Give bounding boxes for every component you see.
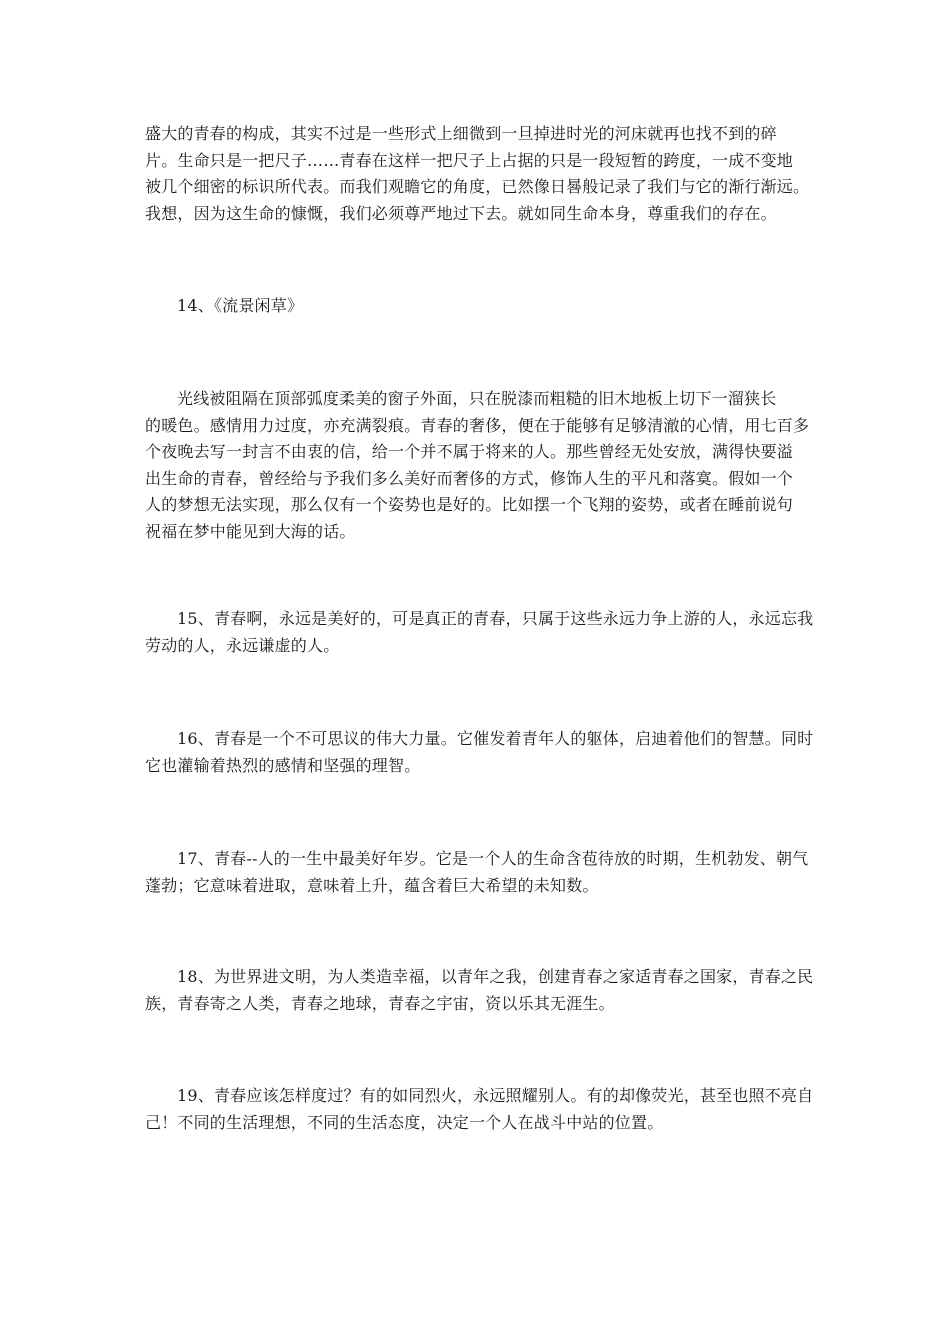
text-line: 它也灌输着热烈的感情和坚强的理智。 <box>145 755 421 775</box>
paragraph-17 <box>145 846 813 899</box>
paragraph-19 <box>145 1083 813 1136</box>
paragraph-15 <box>145 606 813 659</box>
text-line: 己！不同的生活理想，不同的生活态度，决定一个人在战斗中站的位置。 <box>145 1112 664 1132</box>
text-line: 的暖色。感情用力过度，亦充满裂痕。青春的奢侈，便在于能够有足够清澈的心情，用七百多 <box>145 415 810 435</box>
section-14-title <box>145 293 813 320</box>
paragraph-18 <box>145 964 813 1017</box>
text-line: 15、青春啊，永远是美好的，可是真正的青春，只属于这些永远力争上游的人，永远忘我 <box>177 609 814 628</box>
text-line: 14、《流景闲草》 <box>177 296 304 315</box>
text-line: 18、为世界进文明，为人类造幸福，以青年之我，创建青春之家适青春之国家，青春之民 <box>177 967 814 986</box>
text-line: 我想，因为这生命的慷慨，我们必须尊严地过下去。就如同生命本身，尊重我们的存在。 <box>145 203 777 223</box>
text-line: 族，青春寄之人类，青春之地球，青春之宇宙，资以乐其无涯生。 <box>145 993 615 1013</box>
text-line: 片。生命只是一把尺子……青春在这样一把尺子上占据的只是一段短暂的跨度，一成不变地 <box>145 150 794 170</box>
paragraph-intro-continued <box>145 121 813 227</box>
text-line: 16、青春是一个不可思议的伟大力量。它催发着青年人的躯体，启迪着他们的智慧。同时 <box>177 729 814 748</box>
paragraph-16 <box>145 726 813 779</box>
text-line: 被几个细密的标识所代表。而我们观瞻它的角度，已然像日晷般记录了我们与它的渐行渐远。 <box>145 177 810 196</box>
paragraph-14-body <box>145 386 813 545</box>
text-line: 17、青春--人的一生中最美好年岁。它是一个人的生命含苞待放的时期，生机勃发、朝气 <box>177 849 809 868</box>
text-line: 盛大的青春的构成，其实不过是一些形式上细微到一旦掉进时光的河床就再也找不到的碎 <box>145 124 777 143</box>
text-line: 光线被阻隔在顶部弧度柔美的窗子外面，只在脱漆而粗糙的旧木地板上切下一溜狭长 <box>177 389 777 408</box>
text-line: 蓬勃；它意味着进取，意味着上升，蕴含着巨大希望的未知数。 <box>145 875 599 895</box>
text-line: 出生命的青春，曾经给与予我们多么美好而奢侈的方式，修饰人生的平凡和落寞。假如一个 <box>145 468 794 488</box>
text-line: 劳动的人，永远谦虚的人。 <box>145 635 340 655</box>
text-line: 19、青春应该怎样度过？有的如同烈火，永远照耀别人。有的却像荧光，甚至也照不亮自 <box>177 1086 814 1105</box>
text-line: 祝福在梦中能见到大海的话。 <box>145 521 356 541</box>
text-line: 人的梦想无法实现，那么仅有一个姿势也是好的。比如摆一个飞翔的姿势，或者在睡前说句 <box>145 495 794 514</box>
text-line: 个夜晚去写一封言不由衷的信，给一个并不属于将来的人。那些曾经无处安放，满得快要溢 <box>145 442 794 461</box>
